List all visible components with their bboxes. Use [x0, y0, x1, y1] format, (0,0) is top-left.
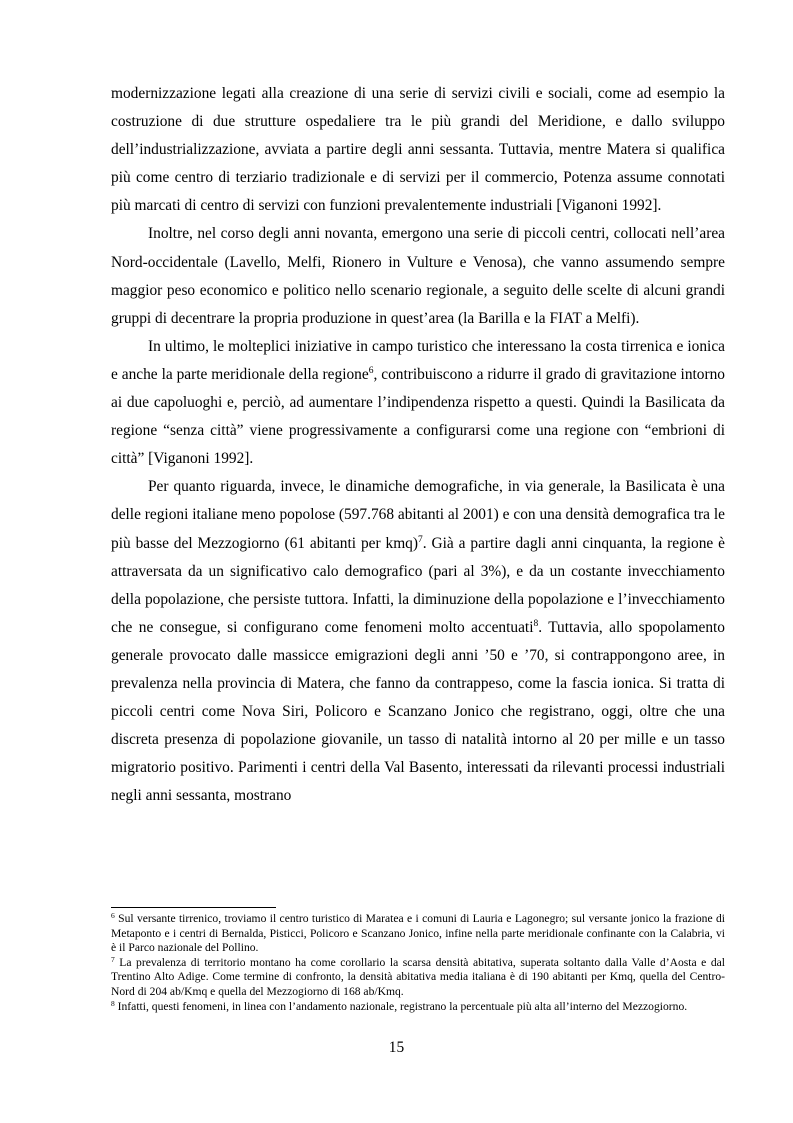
footnotes — [111, 912, 725, 1014]
paragraph-3: In ultimo, le molteplici iniziative in campo turistico che interessano la costa tirrenica e ionica e anche la parte meridionale della regione$^6$, contribuiscono a ridurre il grado di gravitazione intorno ai due capoluoghi e, perciò, ad aumentare l’indipendenza rispetto a questi. Quindi la Basilicata da regione “senza città” viene progressivamente a configurarsi come una regione con “embrioni di città” [Viganoni 1992]. — [111, 337, 725, 468]
paragraph-2: Inoltre, nel corso degli anni novanta, emergono una serie di piccoli centri, collocati nell’area Nord-occidentale (Lavello, Melfi, Rionero in Vulture e Venosa), che vanno assumendo sempre maggior peso economico e politico nello scenario regionale, a seguito delle scelte di alcuni grandi gruppi di decentrare la propria produzione in quest’area (la Barilla e la FIAT a Melfi). — [111, 225, 725, 327]
footnote-ref-6[interactable]: 6 — [368, 365, 374, 376]
footnote-7: $^7$ La prevalenza di territorio montano ha come corollario la scarsa densità abitativa, superata soltanto dalla Valle d’Aosta e dal Trentino Alto Adige. Come termine di confronto, la densità abitativa media italiana è di 190 abitanti per Kmq, quella del Centro-Nord di 204 ab/Kmq e quella del Mezzogiorno di 168 ab/Kmq. — [111, 954, 725, 998]
body-text — [111, 80, 725, 810]
footnote-8: $^8$ Infatti, questi fenomeni, in linea con l’andamento nazionale, registrano la percentuale più alta all’interno del Mezzogiorno. — [111, 998, 688, 1013]
footnote-number: 6 — [111, 911, 115, 920]
footnote-number: 7 — [111, 954, 115, 964]
footnote-ref-7[interactable]: 7 — [418, 534, 423, 545]
footnote-ref-8[interactable]: 8 — [533, 618, 539, 629]
footnote-separator — [111, 907, 276, 908]
paragraph-1: modernizzazione legati alla creazione di una serie di servizi civili e sociali, come ad esempio la costruzione di due strutture ospedaliere tra le più grandi del Meridione, e dallo sviluppo dell’industrializzazione, avviata a partire degli anni sessanta. Tuttavia, mentre Matera si qualifica più come centro di terziario tradizionale e di servizi per il commercio, Potenza assume connotati più marcati di centro di servizi con funzioni prevalentemente industriali [Viganoni 1992]. — [111, 85, 725, 215]
footnote-number: 8 — [111, 998, 115, 1008]
footnote-6: $^6$ Sul versante tirrenico, troviamo il centro turistico di Maratea e i comuni di Lauria e Lagonegro; sul versante jonico la frazione di Metaponto e i centri di Bernalda, Pisticci, Policoro e Scanzano Jonico, infine nella parte meridionale confinante con la Calabria, vi è il Parco nazionale del Pollino. — [111, 911, 725, 955]
paragraph-4: Per quanto riguarda, invece, le dinamiche demografiche, in via generale, la Basilicata è una delle regioni italiane meno popolose (597.768 abitanti al 2001) e con una densità demografica tra le più basse del Mezzogiorno (61 abitanti per kmq)$^7$. Già a partire dagli anni cinquanta, la regione è attraversata da un significativo calo demografico (pari al 3%), e da un costante invecchiamento della popolazione, che persiste tuttora. Infatti, la diminuzione della popolazione e l’invecchiamento che ne consegue, si configurano come fenomeni molto accentuati$^8$. Tuttavia, allo spopolamento generale provocato dalle massicce emigrazioni degli anni ’50 e ’70, si contrappongono aree, in prevalenza nella provincia di Matera, che fanno da contrappeso, come la fascia ionica. Si tratta di piccoli centri come Nova Siri, Policoro e Scanzano Jonico che registrano, oggi, oltre che una discreta presenza di popolazione giovanile, un tasso di natalità intorno al 20 per mille e un tasso migratorio positivo. Parimenti i centri della Val Basento, interessati da rilevanti processi industriali negli anni sessanta, mostrano — [111, 478, 725, 805]
page-number: 15 — [388, 1039, 405, 1056]
